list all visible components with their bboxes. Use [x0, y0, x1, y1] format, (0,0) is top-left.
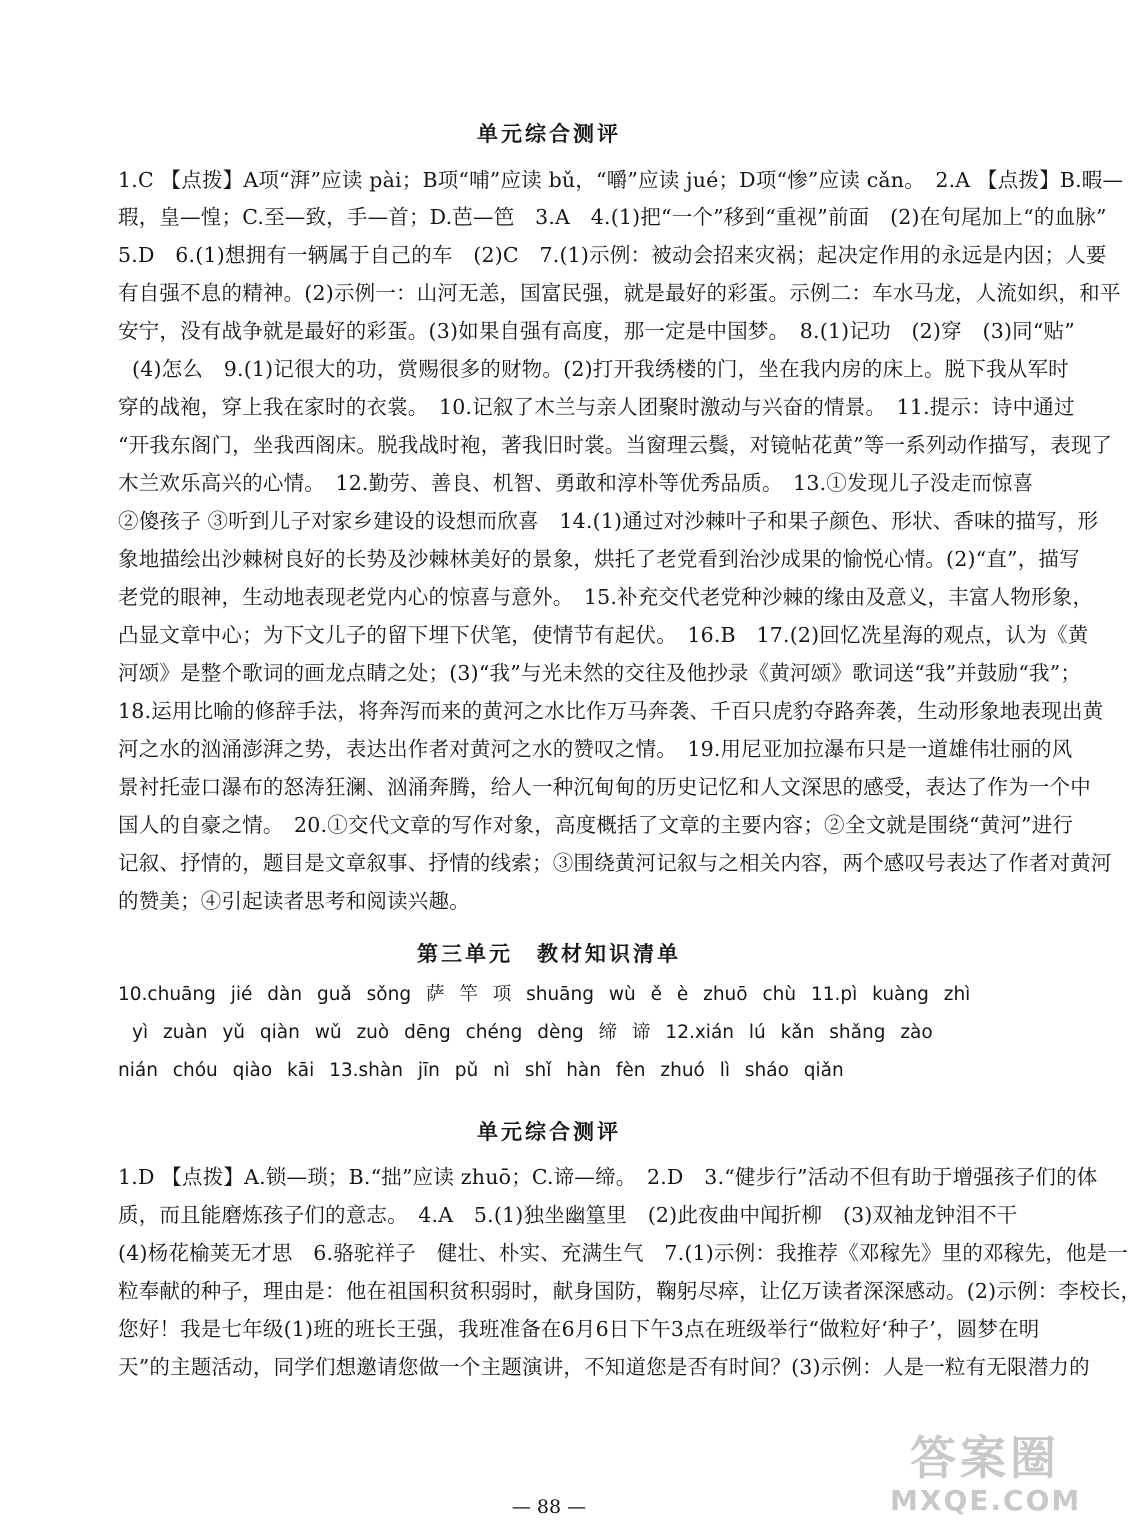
text-line: 1.D 【点拨】A.锁—琐；B.“拙”应读 zhuō；C.谛—缔。 2.D 3.“健步行”活动不但有助于增强孩子们的体 [118, 1165, 1098, 1189]
watermark-text-bottom: MXQE.COM [890, 1484, 1082, 1517]
text-line: 粒奉献的种子，理由是：他在祖国积贫积弱时，献身国防，鞠躬尽瘁，让亿万读者深深感动。(2)示例：李校长， [118, 1279, 1141, 1303]
text-line: 5.D 6.(1)想拥有一辆属于自己的车 (2)C 7.(1)示例：被动会招来灾祸；起决定作用的永远是内因；人要 [118, 243, 1107, 267]
text-line: 景衬托壶口瀑布的怒涛狂澜、汹涌奔腾，给人一种沉甸甸的历史记忆和人文深思的感受，表达了作为一个中 [118, 775, 1091, 799]
text-line: 河之水的汹涌澎湃之势，表达出作者对黄河之水的赞叹之情。 19.用尼亚加拉瀑布只是一道雄伟壮丽的风 [118, 737, 1073, 761]
pinyin-line: yì zuàn yǔ qiàn wǔ zuò dēng chéng dèng 缔 谛 12.xián lú kǎn shǎng zào [132, 1022, 933, 1043]
watermark-logo [890, 1418, 1080, 1526]
text-line: 穿的战袍，穿上我在家时的衣裳。 10.记叙了木兰与亲人团聚时激动与兴奋的情景。 11.提示：诗中通过 [118, 395, 1075, 419]
text-line: (4)怎么 9.(1)记很大的功，赏赐很多的财物。(2)打开我绣楼的门，坐在我内房的床上。脱下我从军时 [132, 357, 1069, 381]
text-line: 木兰欢乐高兴的心情。 12.勤劳、善良、机智、勇敢和淳朴等优秀品质。 13.①发现儿子没走而惊喜 [118, 471, 1034, 495]
text-line: 18.运用比喻的修辞手法，将奔泻而来的黄河之水比作万马奔袭、千百只虎豹夺路奔袭，生动形象地表现出黄 [118, 699, 1104, 723]
page-number: — 88 — [511, 1496, 587, 1518]
section-heading-unit-test-2: 单元综合测评 [477, 1120, 621, 1144]
text-line: 瑕，皇—惶；C.至—致，手—首；D.芭—笆 3.A 4.(1)把“一个”移到“重视”前面 (2)在句尾加上“的血脉” [118, 205, 1107, 229]
section-heading-unit-3-knowledge: 第三单元 教材知识清单 [417, 942, 681, 966]
text-line: 天”的主题活动，同学们想邀请您做一个主题演讲，不知道您是否有时间？(3)示例：人是一粒有无限潜力的 [118, 1355, 1090, 1379]
text-line: 安宁，没有战争就是最好的彩蛋。(3)如果自强有高度，那一定是中国梦。 8.(1)记功 (2)穿 (3)同“贴” [118, 319, 1075, 343]
text-line: 国人的自豪之情。 20.①交代文章的写作对象，高度概括了文章的主要内容；②全文就是围绕“黄河”进行 [118, 813, 1074, 837]
pinyin-line: nián chóu qiào kāi 13.shàn jīn pǔ nì shǐ hàn fèn zhuó lì sháo qiǎn [118, 1060, 844, 1081]
text-line: 凸显文章中心；为下文儿子的留下埋下伏笔，使情节有起伏。 16.B 17.(2)回忆冼星海的观点，认为《黄 [118, 623, 1089, 647]
text-line: “开我东阁门，坐我西阁床。脱我战时袍，著我旧时裳。当窗理云鬓，对镜帖花黄”等一系列动作描写，表现了 [118, 433, 1113, 457]
pinyin-line: 10.chuāng jié dàn guǎ sǒng 萨 竿 项 shuāng wù ě è zhuō chù 11.pì kuàng zhì [118, 984, 971, 1005]
section-heading-unit-test-1: 单元综合测评 [477, 122, 621, 146]
text-line: 1.C 【点拨】A项“湃”应读 pài；B项“哺”应读 bǔ，“嚼”应读 jué；D项“惨”应读 cǎn。 2.A 【点拨】B.暇— [118, 168, 1124, 192]
text-line: ②傻孩子 ③听到儿子对家乡建设的设想而欣喜 14.(1)通过对沙棘叶子和果子颜色、形状、香味的描写，形 [118, 509, 1099, 533]
text-line: 有自强不息的精神。(2)示例一：山河无恙，国富民强，就是最好的彩蛋。示例二：车水马龙，人流如织，和平 [118, 281, 1121, 305]
text-line: 的赞美；④引起读者思考和阅读兴趣。 [118, 889, 470, 913]
watermark-text-top: 答案圈 [910, 1431, 1060, 1485]
text-line: 您好！我是七年级(1)班的班长王强，我班准备在6月6日下午3点在班级举行“做粒好‘种子’，圆梦在明 [118, 1317, 1040, 1341]
text-line: 河颂》是整个歌词的画龙点睛之处；(3)“我”与光未然的交往及他抄录《黄河颂》歌词送“我”并鼓励“我”； [118, 661, 1082, 685]
text-line: 质，而且能磨炼孩子们的意志。 4.A 5.(1)独坐幽篁里 (2)此夜曲中闻折柳 (3)双袖龙钟泪不干 [118, 1203, 1018, 1227]
text-line: 老党的眼神，生动地表现老党内心的惊喜与意外。 15.补充交代老党种沙棘的缘由及意义，丰富人物形象， [118, 585, 1094, 609]
text-line: (4)杨花榆荚无才思 6.骆驼祥子 健壮、朴实、充满生气 7.(1)示例：我推荐《邓稼先》里的邓稼先，他是一 [118, 1241, 1128, 1265]
text-line: 记叙、抒情的，题目是文章叙事、抒情的线索；③围绕黄河记叙与之相关内容，两个感叹号表达了作者对黄河 [118, 851, 1112, 875]
text-line: 象地描绘出沙棘树良好的长势及沙棘林美好的景象，烘托了老党看到治沙成果的愉悦心情。(2)“直”，描写 [118, 547, 1080, 571]
